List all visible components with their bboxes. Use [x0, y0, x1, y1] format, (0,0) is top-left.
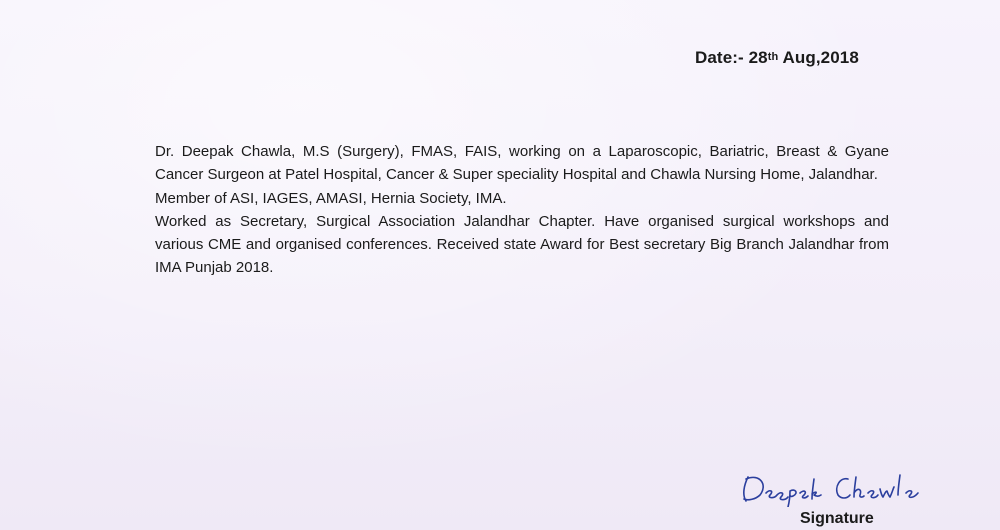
- date-suffix: Aug,2018: [778, 48, 859, 67]
- paragraph-memberships: Member of ASI, IAGES, AMASI, Hernia Society, IMA.: [155, 189, 507, 207]
- date-superscript: th: [767, 51, 779, 63]
- signature-label: Signature: [800, 510, 874, 527]
- paragraph-credentials: Dr. Deepak Chawla, M.S (Surgery), FMAS, FAIS, working on a Laparoscopic, Bariatric, Breast & Gyane Cancer Surgeon at Patel Hospital, Cancer & Super speciality Hospital and Chawla Nursing Home, Jalandhar.: [155, 143, 889, 184]
- paragraph-experience: Worked as Secretary, Surgical Association Jalandhar Chapter. Have organised surgical workshops and various CME and organised conferences. Received state Award for Best secretary Big Branch Jalandhar from IMA Punjab 2018.: [155, 212, 889, 277]
- handwritten-signature: [738, 467, 928, 507]
- letter-date: [695, 48, 859, 68]
- date-prefix: Date:- 28: [695, 48, 768, 67]
- letter-body: [155, 140, 889, 280]
